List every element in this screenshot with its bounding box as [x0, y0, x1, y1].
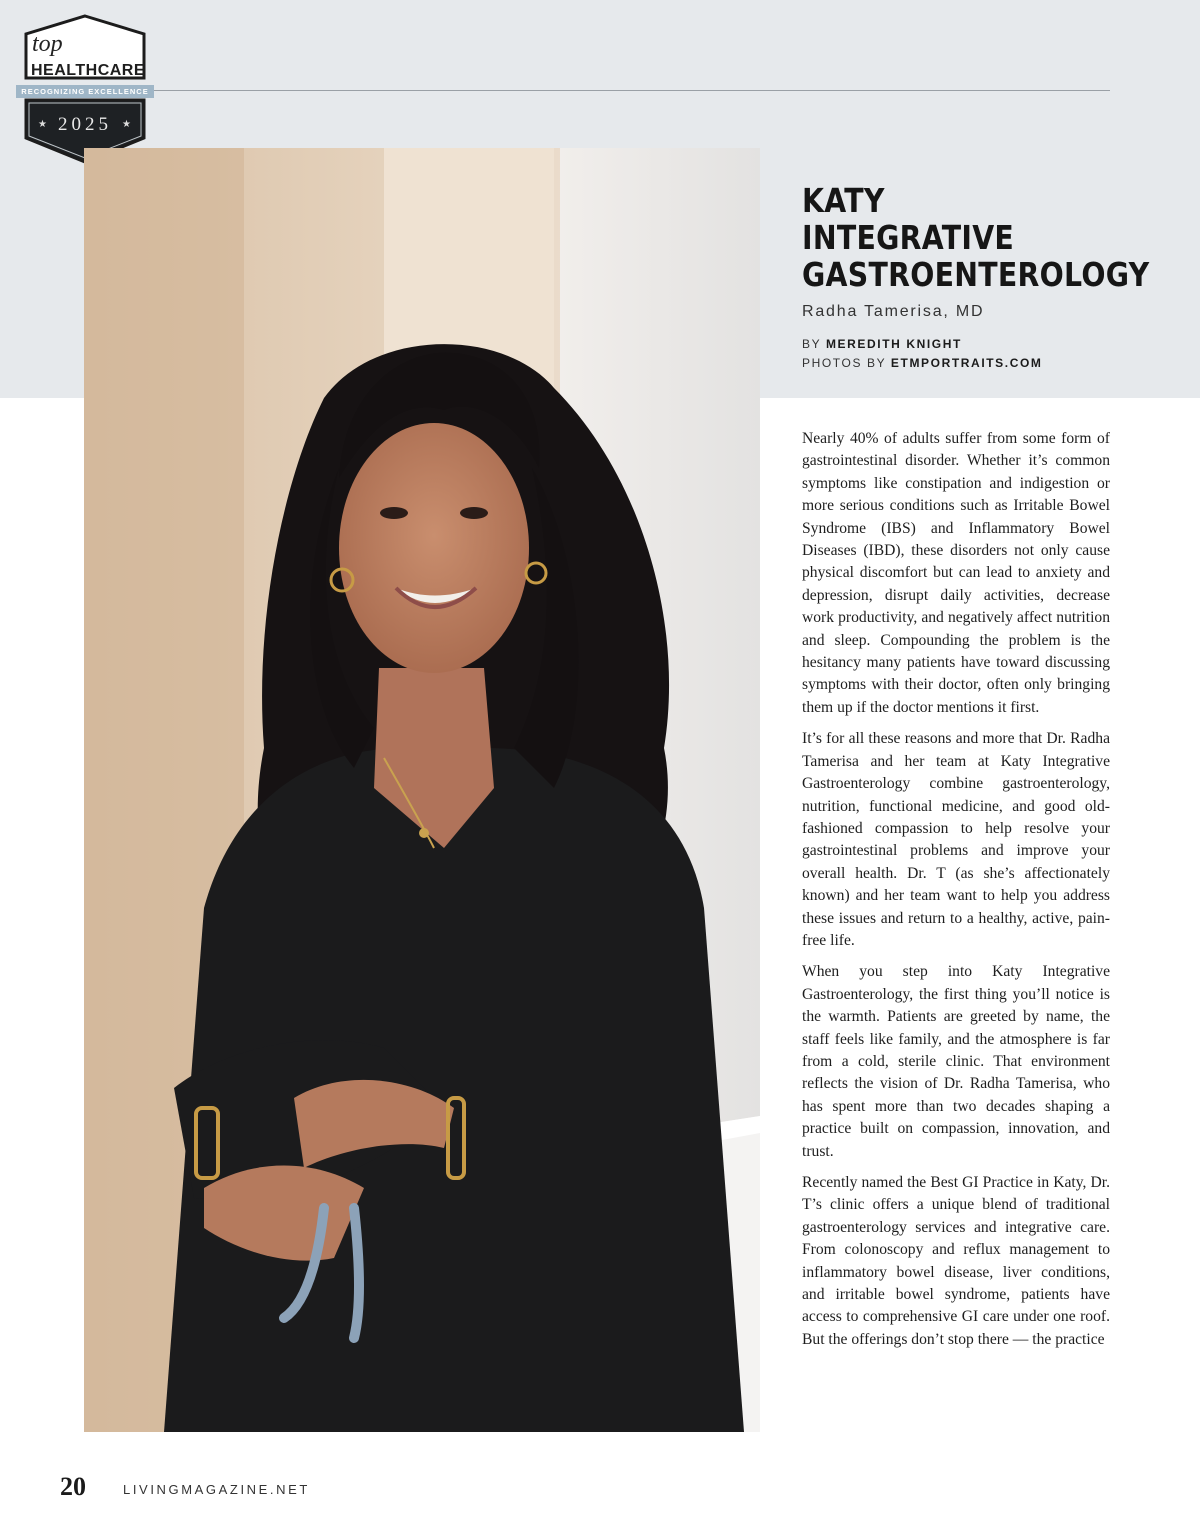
body-paragraph: Nearly 40% of adults suffer from some form of gastrointestinal disorder. Whether it’s common symptoms like constipation and indigestion or more serious conditions such as Irritable Bowel Syndrome (IBS) and Inflammatory Bowel Diseases (IBD), these disorders not only cause physical discomfort but can lead to anxiety and depression, disrupt daily activities, decrease work productivity, and negatively affect nutrition and sleep. Compounding the problem is the hesitancy many patients have toward discussing symptoms with their doctor, often only bringing them up if the doctor mentions it first.: [802, 430, 1110, 716]
byline-prefix: BY: [802, 337, 821, 351]
page-number: 20: [60, 1472, 86, 1501]
badge-year: 2025: [58, 114, 112, 135]
badge-ribbon: RECOGNIZING EXCELLENCE: [16, 85, 154, 98]
body-paragraph: Recently named the Best GI Practice in Katy, Dr. T’s clinic offers a unique blend of traditional gastroenterology services and integrative care. From colonoscopy and reflux management to inflammatory bowel disease, liver conditions, and irritable bowel syndrome, patients have access to comprehensive GI care under one roof. But the offerings don’t stop there — the practice: [802, 1174, 1110, 1348]
article-title: [802, 181, 1150, 294]
body-paragraph: When you step into Katy Integrative Gastroenterology, the first thing you’ll notice is the warmth. Patients are greeted by name, the staff feels like family, and the atmosphere is far from a cold, sterile clinic. That environment reflects the vision of Dr. Radha Tamerisa, who has spent more than two decades shaping a practice built on compassion, innovation, and trust.: [802, 963, 1110, 1160]
header-rule: [150, 90, 1110, 91]
svg-text:★: ★: [38, 119, 47, 130]
top-healthcare-badge: [14, 14, 156, 166]
article-body: [802, 428, 1110, 1360]
byline-author: MEREDITH KNIGHT: [825, 337, 962, 351]
svg-text:★: ★: [122, 119, 131, 130]
site-url: LIVINGMAGAZINE.NET: [123, 1482, 310, 1497]
title-line: INTEGRATIVE: [802, 218, 1015, 257]
badge-top-word: top: [32, 31, 63, 57]
photo-credit: [802, 356, 1043, 370]
body-paragraph: It’s for all these reasons and more that Dr. Radha Tamerisa and her team at Katy Integrative Gastroenterology combine gastroenterology, nutrition, functional medicine, and good old-fashioned compassion to help resolve your gastrointestinal problems and improve your overall health. Dr. T (as she’s affectionately known) and her team want to help you address these issues and return to a healthy, active, pain-free life.: [802, 730, 1110, 949]
badge-brand: HEALTHCARE: [31, 62, 146, 79]
article-subtitle: Radha Tamerisa, MD: [802, 303, 985, 320]
title-line: KATY: [802, 181, 885, 220]
title-line: GASTROENTEROLOGY: [802, 255, 1150, 294]
photo-credit-name: ETMPORTRAITS.COM: [890, 356, 1043, 370]
portrait-photo: [84, 148, 760, 1432]
byline: [802, 337, 962, 351]
photo-credit-prefix: PHOTOS BY: [802, 356, 886, 370]
